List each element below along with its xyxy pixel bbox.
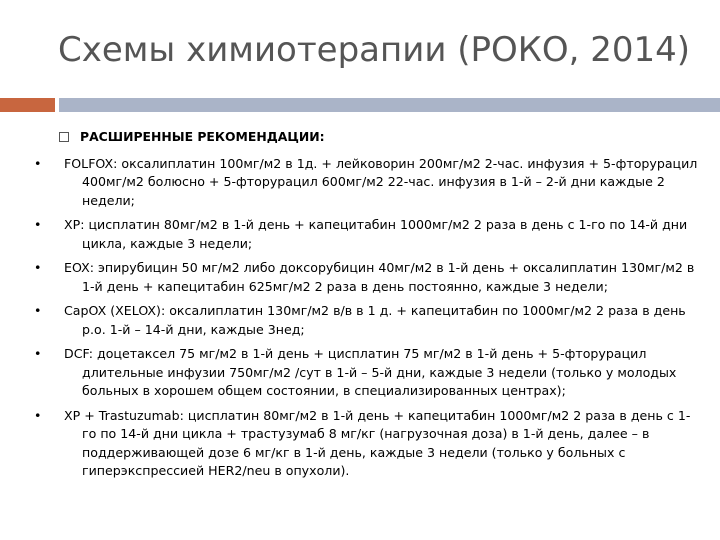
accent-bar (0, 98, 55, 112)
list-item: • FOLFOX: оксалиплатин 100мг/м2 в 1д. + лейковорин 200мг/м2 2-час. инфузия + 5-фторурацил 400мг/м2 болюсно + 5-фторурацил 600мг/м2 22-час. инфузия в 1-й – 2-й дни каждые 2 недели; (34, 155, 698, 208)
list-item-text: CapOX (XELOX): оксалиплатин 130мг/м2 в/в в 1 д. + капецитабин по 1000мг/м2 2 раза в день р.о. 1-й – 14-й дни, каждые 3нед; (64, 303, 686, 337)
list-item-text: XP + Trastuzumab: цисплатин 80мг/м2 в 1-й день + капецитабин 1000мг/м2 2 раза в день с 1-го по 14-й дни цикла + трастузумаб 8 мг/кг (нагрузочная доза) в 1-й день, далее – в поддерживающей дозе 6 мг/кг в 1-й день, каждые 3 недели (только у больных с гиперэкспрессией HER2/neu в опухоли). (64, 407, 691, 478)
list-item-text: DCF: доцетаксел 75 мг/м2 в 1-й день + цисплатин 75 мг/м2 в 1-й день + 5-фторурацил длительные инфузии 750мг/м2 /сут в 1-й – 5-й дни, каждые 3 недели (только у молодых больных в хорошем общем состоянии, в специализированных центрах); (64, 346, 677, 398)
list-item-text: FOLFOX: оксалиплатин 100мг/м2 в 1д. + лейковорин 200мг/м2 2-час. инфузия + 5-фторурацил 400мг/м2 болюсно + 5-фторурацил 600мг/м2 22-час. инфузия в 1-й – 2-й дни каждые 2 недели; (64, 155, 698, 208)
slide-content (34, 128, 698, 487)
section-heading-text: РАСШИРЕННЫЕ РЕКОМЕНДАЦИИ: (80, 129, 325, 144)
list-item: • CapOX (XELOX): оксалиплатин 130мг/м2 в/в в 1 д. + капецитабин по 1000мг/м2 2 раза в день р.о. 1-й – 14-й дни, каждые 3нед; (34, 303, 686, 337)
title-underline-bar (59, 98, 720, 112)
square-bullet-icon (59, 132, 69, 142)
list-item-text: EOX: эпирубицин 50 мг/м2 либо доксорубицин 40мг/м2 в 1-й день + оксалиплатин 130мг/м2 в 1-й день + капецитабин 625мг/м2 2 раза в день постоянно, каждые 3 недели; (64, 260, 695, 294)
list-item: • EOX: эпирубицин 50 мг/м2 либо доксорубицин 40мг/м2 в 1-й день + оксалиплатин 130мг/м2 в 1-й день + капецитабин 625мг/м2 2 раза в день постоянно, каждые 3 недели; (34, 260, 695, 294)
section-heading (58, 128, 698, 147)
list-item: • XP + Trastuzumab: цисплатин 80мг/м2 в 1-й день + капецитабин 1000мг/м2 2 раза в день с 1-го по 14-й дни цикла + трастузумаб 8 мг/кг (нагрузочная доза) в 1-й день, далее – в поддерживающей дозе 6 мг/кг в 1-й день, каждые 3 недели (только у больных с гиперэкспрессией HER2/neu в опухоли). (34, 407, 691, 478)
list-item-text: XP: цисплатин 80мг/м2 в 1-й день + капецитабин 1000мг/м2 2 раза в день с 1-го по 14-й дни цикла, каждые 3 недели; (64, 217, 688, 251)
list-item: • DCF: доцетаксел 75 мг/м2 в 1-й день + цисплатин 75 мг/м2 в 1-й день + 5-фторурацил длительные инфузии 750мг/м2 /сут в 1-й – 5-й дни, каждые 3 недели (только у молодых больных в хорошем общем состоянии, в специализированных центрах); (34, 346, 677, 398)
list-item: • XP: цисплатин 80мг/м2 в 1-й день + капецитабин 1000мг/м2 2 раза в день с 1-го по 14-й дни цикла, каждые 3 недели; (34, 217, 688, 251)
slide-title: Схемы химиотерапии (РОКО, 2014) (58, 30, 691, 70)
